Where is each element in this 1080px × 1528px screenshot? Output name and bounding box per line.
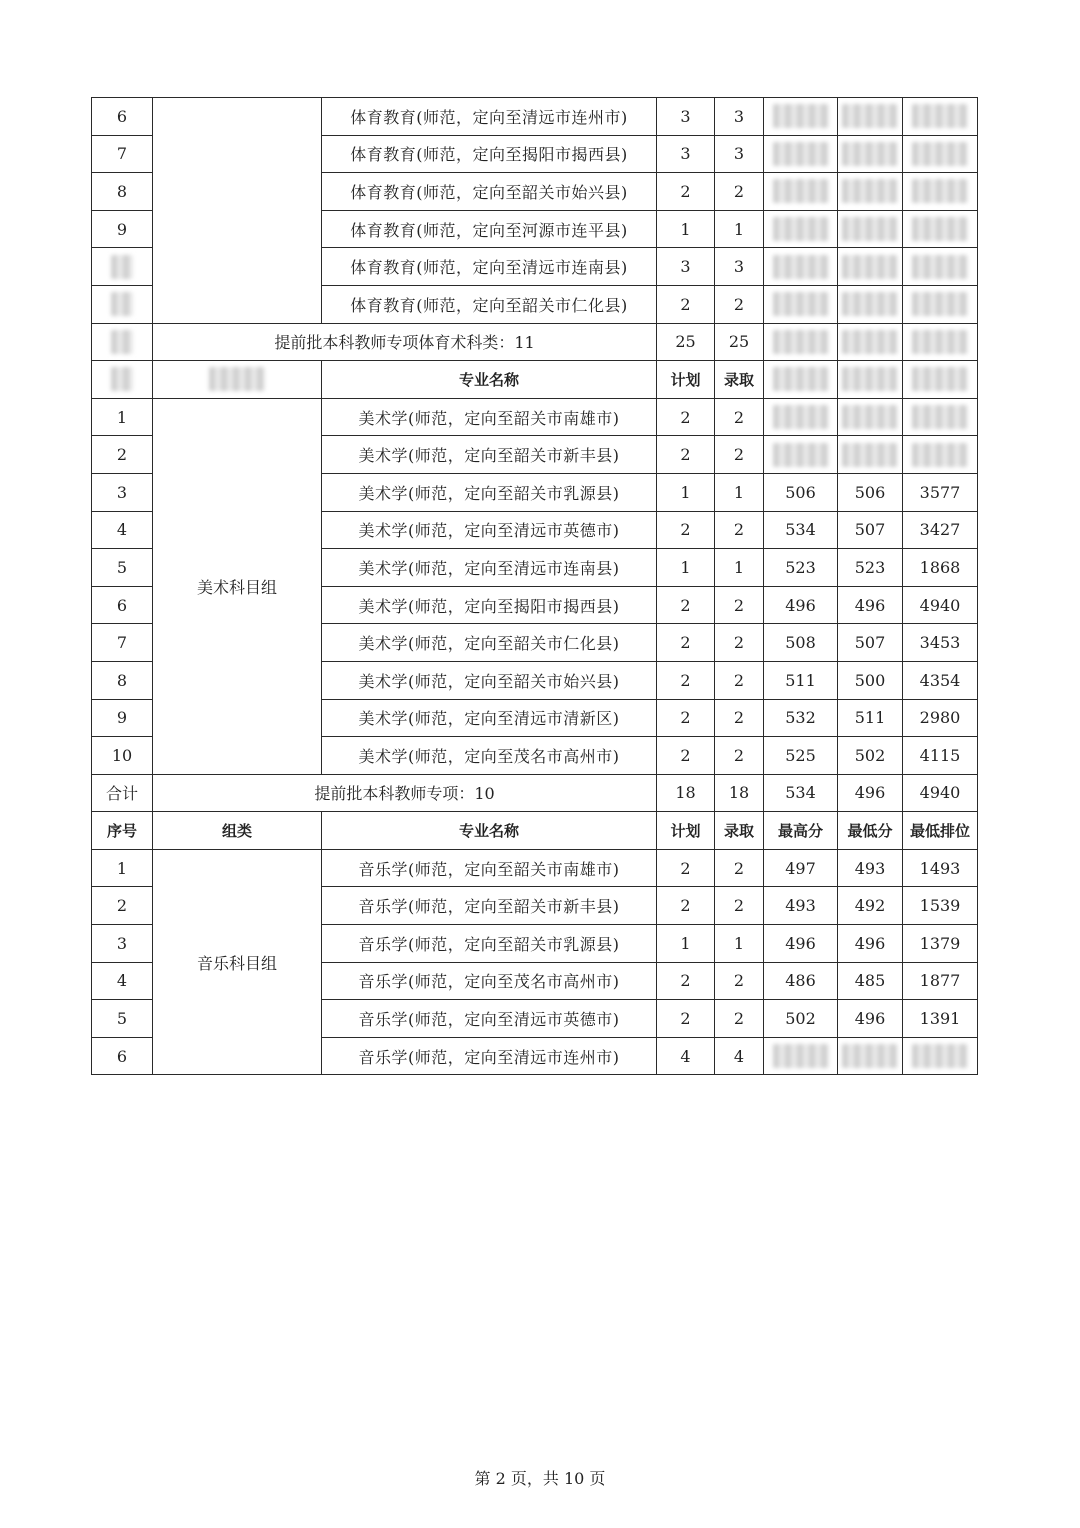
redaction-blur (842, 217, 898, 241)
max-score-redacted (764, 248, 838, 286)
redaction-blur (111, 255, 133, 279)
max-score-redacted (764, 1037, 838, 1075)
plan-count: 3 (657, 98, 715, 136)
max-score-redacted (764, 285, 838, 323)
redaction-blur (842, 443, 898, 467)
major-name: 体育教育(师范，定向至河源市连平县) (322, 210, 657, 248)
min-rank: 1493 (903, 849, 978, 887)
plan-count: 2 (657, 398, 715, 436)
plan-count: 1 (657, 473, 715, 511)
major-name: 体育教育(师范，定向至韶关市始兴县) (322, 173, 657, 211)
min-rank: 1877 (903, 962, 978, 1000)
major-name: 美术学(师范，定向至清远市清新区) (322, 699, 657, 737)
row-number: 4 (92, 962, 153, 1000)
min-score: 496 (838, 925, 903, 963)
redaction-blur (773, 142, 829, 166)
min-score-redacted (838, 135, 903, 173)
plan-count: 2 (657, 624, 715, 662)
max-score: 493 (764, 887, 838, 925)
min-rank: 4354 (903, 661, 978, 699)
admit-count: 1 (715, 925, 764, 963)
redaction-blur (209, 367, 265, 391)
max-score: 496 (764, 925, 838, 963)
redaction-blur (912, 217, 968, 241)
total-marker: 合计 (92, 774, 153, 812)
redaction-blur (912, 142, 968, 166)
min-score-redacted (838, 398, 903, 436)
plan-count: 4 (657, 1037, 715, 1075)
plan-count: 2 (657, 737, 715, 775)
row-number-redacted (92, 248, 153, 286)
major-name: 美术学(师范，定向至揭阳市揭西县) (322, 586, 657, 624)
max-score-redacted (764, 210, 838, 248)
major-name: 音乐学(师范，定向至茂名市高州市) (322, 962, 657, 1000)
max-score: 496 (764, 586, 838, 624)
header-group-redacted (153, 361, 322, 399)
row-number-redacted (92, 285, 153, 323)
major-name: 音乐学(师范，定向至清远市连州市) (322, 1037, 657, 1075)
row-number: 2 (92, 887, 153, 925)
major-name: 音乐学(师范，定向至韶关市乳源县) (322, 925, 657, 963)
redaction-blur (912, 367, 968, 391)
major-name: 美术学(师范，定向至清远市连南县) (322, 549, 657, 587)
min-rank-redacted (903, 135, 978, 173)
redaction-blur (111, 330, 133, 354)
max-score-redacted (764, 98, 838, 136)
row-number: 5 (92, 549, 153, 587)
admit-count: 2 (715, 887, 764, 925)
header-plan: 计划 (657, 361, 715, 399)
plan-count: 2 (657, 173, 715, 211)
major-name: 体育教育(师范，定向至清远市连州市) (322, 98, 657, 136)
admission-score-table (91, 97, 978, 1075)
admit-count: 3 (715, 248, 764, 286)
table-row (92, 849, 978, 887)
max-score: 525 (764, 737, 838, 775)
group-cell: 音乐科目组 (153, 849, 322, 1075)
admit-count: 2 (715, 285, 764, 323)
major-name: 体育教育(师范，定向至清远市连南县) (322, 248, 657, 286)
min-rank: 3427 (903, 511, 978, 549)
plan-count: 2 (657, 586, 715, 624)
total-row (92, 323, 978, 361)
plan-count: 2 (657, 962, 715, 1000)
max-score-redacted (764, 323, 838, 361)
redaction-blur (773, 443, 829, 467)
redaction-blur (842, 179, 898, 203)
row-number: 6 (92, 1037, 153, 1075)
admit-count: 2 (715, 737, 764, 775)
min-score: 502 (838, 737, 903, 775)
min-rank: 4115 (903, 737, 978, 775)
max-score-redacted (764, 135, 838, 173)
admit-count: 4 (715, 1037, 764, 1075)
page-footer: 第 2 页，共 10 页 (474, 1469, 606, 1488)
plan-count: 1 (657, 210, 715, 248)
max-score: 523 (764, 549, 838, 587)
major-name: 美术学(师范，定向至韶关市南雄市) (322, 398, 657, 436)
major-name: 美术学(师范，定向至韶关市仁化县) (322, 624, 657, 662)
min-score-redacted (838, 248, 903, 286)
admit-total: 18 (715, 774, 764, 812)
row-number: 3 (92, 473, 153, 511)
admit-count: 1 (715, 210, 764, 248)
row-number: 4 (92, 511, 153, 549)
redaction-blur (842, 367, 898, 391)
redaction-blur (912, 330, 968, 354)
row-number: 9 (92, 210, 153, 248)
min-rank-redacted (903, 323, 978, 361)
admit-count: 1 (715, 473, 764, 511)
redaction-blur (773, 1044, 829, 1068)
redaction-blur (842, 104, 898, 128)
major-name: 体育教育(师范，定向至揭阳市揭西县) (322, 135, 657, 173)
row-number: 10 (92, 737, 153, 775)
min-score-redacted (838, 323, 903, 361)
min-rank-redacted (903, 173, 978, 211)
plan-count: 2 (657, 511, 715, 549)
redaction-blur (842, 255, 898, 279)
total-label: 提前批本科教师专项：10 (153, 774, 657, 812)
table-row (92, 98, 978, 136)
redaction-blur (773, 367, 829, 391)
table-header-row (92, 812, 978, 850)
redaction-blur (912, 292, 968, 316)
redaction-blur (912, 1044, 968, 1068)
redaction-blur (842, 142, 898, 166)
max-score-redacted (764, 173, 838, 211)
min-rank: 3577 (903, 473, 978, 511)
min-rank: 4940 (903, 774, 978, 812)
header-max: 最高分 (764, 812, 838, 850)
min-rank-redacted (903, 248, 978, 286)
redaction-blur (912, 255, 968, 279)
table-header-row (92, 361, 978, 399)
header-no-redacted (92, 361, 153, 399)
redaction-blur (842, 1044, 898, 1068)
admit-count: 2 (715, 661, 764, 699)
redaction-blur (773, 405, 829, 429)
redaction-blur (842, 330, 898, 354)
row-number: 2 (92, 436, 153, 474)
min-rank: 3453 (903, 624, 978, 662)
admit-count: 3 (715, 135, 764, 173)
total-label: 提前批本科教师专项体育术科类：11 (153, 323, 657, 361)
row-number: 8 (92, 173, 153, 211)
row-number: 7 (92, 135, 153, 173)
row-number: 3 (92, 925, 153, 963)
admit-count: 2 (715, 624, 764, 662)
redaction-blur (773, 330, 829, 354)
admit-count: 2 (715, 398, 764, 436)
row-number: 6 (92, 98, 153, 136)
plan-count: 2 (657, 436, 715, 474)
max-score: 534 (764, 511, 838, 549)
redaction-blur (111, 292, 133, 316)
redaction-blur (773, 217, 829, 241)
min-rank: 1539 (903, 887, 978, 925)
min-score: 496 (838, 586, 903, 624)
major-name: 音乐学(师范，定向至清远市英德市) (322, 1000, 657, 1038)
max-score: 497 (764, 849, 838, 887)
major-name: 美术学(师范，定向至清远市英德市) (322, 511, 657, 549)
max-score: 502 (764, 1000, 838, 1038)
min-rank-redacted (903, 398, 978, 436)
major-name: 美术学(师范，定向至韶关市乳源县) (322, 473, 657, 511)
min-rank-redacted (903, 1037, 978, 1075)
row-number: 7 (92, 624, 153, 662)
max-score: 511 (764, 661, 838, 699)
admit-count: 2 (715, 962, 764, 1000)
redaction-blur (912, 405, 968, 429)
header-rank: 最低排位 (903, 812, 978, 850)
plan-count: 1 (657, 549, 715, 587)
header-no: 序号 (92, 812, 153, 850)
redaction-blur (912, 179, 968, 203)
redaction-blur (773, 255, 829, 279)
major-name: 美术学(师范，定向至韶关市始兴县) (322, 661, 657, 699)
min-score: 485 (838, 962, 903, 1000)
admit-count: 2 (715, 699, 764, 737)
plan-total: 18 (657, 774, 715, 812)
group-cell: 美术科目组 (153, 398, 322, 774)
row-number: 5 (92, 1000, 153, 1038)
min-rank: 4940 (903, 586, 978, 624)
min-score: 492 (838, 887, 903, 925)
redaction-blur (111, 367, 133, 391)
admit-count: 2 (715, 173, 764, 211)
max-score: 486 (764, 962, 838, 1000)
header-group: 组类 (153, 812, 322, 850)
header-rank-redacted (903, 361, 978, 399)
admit-count: 3 (715, 98, 764, 136)
row-number: 1 (92, 849, 153, 887)
min-score-redacted (838, 285, 903, 323)
max-score-redacted (764, 436, 838, 474)
min-score: 500 (838, 661, 903, 699)
redaction-blur (842, 292, 898, 316)
redaction-blur (773, 179, 829, 203)
plan-count: 2 (657, 1000, 715, 1038)
plan-count: 2 (657, 849, 715, 887)
header-max-redacted (764, 361, 838, 399)
min-rank-redacted (903, 436, 978, 474)
admit-count: 2 (715, 1000, 764, 1038)
total-row (92, 774, 978, 812)
min-score: 496 (838, 774, 903, 812)
redaction-blur (773, 104, 829, 128)
table-row (92, 398, 978, 436)
major-name: 音乐学(师范，定向至韶关市南雄市) (322, 849, 657, 887)
row-number-redacted (92, 323, 153, 361)
admit-count: 2 (715, 849, 764, 887)
header-min-redacted (838, 361, 903, 399)
min-score-redacted (838, 1037, 903, 1075)
row-number: 1 (92, 398, 153, 436)
header-admit: 录取 (715, 361, 764, 399)
admit-total: 25 (715, 323, 764, 361)
min-rank: 1868 (903, 549, 978, 587)
min-rank-redacted (903, 98, 978, 136)
header-major: 专业名称 (322, 812, 657, 850)
max-score: 506 (764, 473, 838, 511)
min-score: 507 (838, 624, 903, 662)
min-score-redacted (838, 98, 903, 136)
group-cell (153, 98, 322, 324)
header-admit: 录取 (715, 812, 764, 850)
min-score: 493 (838, 849, 903, 887)
plan-count: 2 (657, 285, 715, 323)
min-score-redacted (838, 436, 903, 474)
max-score-redacted (764, 398, 838, 436)
admit-count: 2 (715, 436, 764, 474)
plan-total: 25 (657, 323, 715, 361)
header-plan: 计划 (657, 812, 715, 850)
min-rank: 1391 (903, 1000, 978, 1038)
major-name: 美术学(师范，定向至韶关市新丰县) (322, 436, 657, 474)
min-score: 507 (838, 511, 903, 549)
min-rank-redacted (903, 210, 978, 248)
plan-count: 2 (657, 661, 715, 699)
min-score: 511 (838, 699, 903, 737)
redaction-blur (842, 405, 898, 429)
max-score: 534 (764, 774, 838, 812)
redaction-blur (912, 104, 968, 128)
row-number: 9 (92, 699, 153, 737)
major-name: 体育教育(师范，定向至韶关市仁化县) (322, 285, 657, 323)
major-name: 音乐学(师范，定向至韶关市新丰县) (322, 887, 657, 925)
admit-count: 2 (715, 586, 764, 624)
plan-count: 2 (657, 887, 715, 925)
min-score: 523 (838, 549, 903, 587)
min-score: 506 (838, 473, 903, 511)
admit-count: 2 (715, 511, 764, 549)
redaction-blur (912, 443, 968, 467)
row-number: 8 (92, 661, 153, 699)
header-major: 专业名称 (322, 361, 657, 399)
admit-count: 1 (715, 549, 764, 587)
plan-count: 2 (657, 699, 715, 737)
plan-count: 3 (657, 248, 715, 286)
min-score-redacted (838, 210, 903, 248)
major-name: 美术学(师范，定向至茂名市高州市) (322, 737, 657, 775)
min-score: 496 (838, 1000, 903, 1038)
plan-count: 1 (657, 925, 715, 963)
redaction-blur (773, 292, 829, 316)
min-rank: 2980 (903, 699, 978, 737)
row-number: 6 (92, 586, 153, 624)
max-score: 532 (764, 699, 838, 737)
header-min: 最低分 (838, 812, 903, 850)
min-rank: 1379 (903, 925, 978, 963)
plan-count: 3 (657, 135, 715, 173)
min-score-redacted (838, 173, 903, 211)
max-score: 508 (764, 624, 838, 662)
min-rank-redacted (903, 285, 978, 323)
